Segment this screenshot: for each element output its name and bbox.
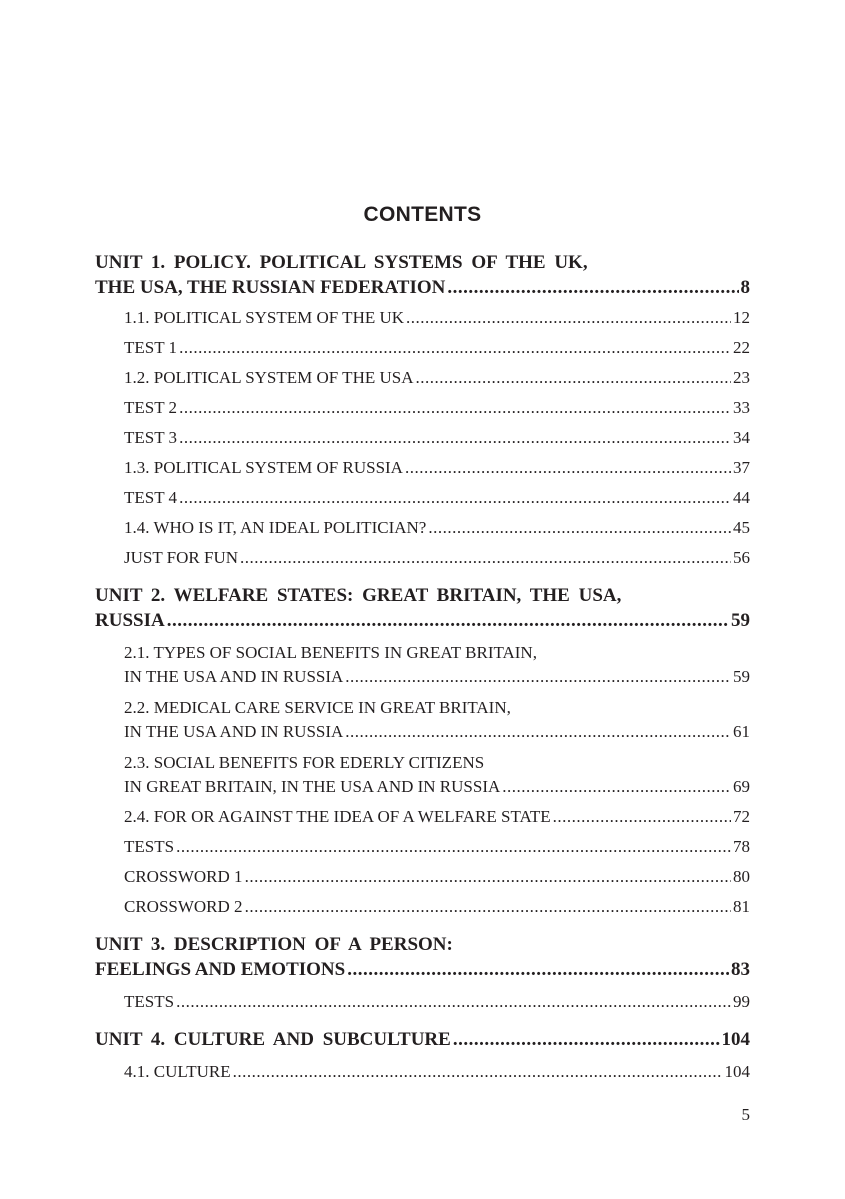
- dot-leader: [179, 426, 731, 450]
- entry-page: 81: [733, 897, 750, 916]
- entry-title-line1: 2.2. MEDICAL CARE SERVICE IN GREAT BRITAIN,: [124, 698, 511, 717]
- toc-entry[interactable]: [95, 396, 750, 420]
- table-of-contents: [95, 250, 750, 1084]
- toc-entry[interactable]: [95, 456, 750, 480]
- dot-leader: [502, 775, 731, 799]
- toc-entry[interactable]: [95, 426, 750, 450]
- dot-leader: [416, 366, 732, 390]
- entry-title: JUST FOR FUN: [124, 548, 239, 567]
- dot-leader: [233, 1060, 723, 1084]
- unit-4-title: UNIT 4. CULTURE AND SUBCULTURE: [95, 1029, 451, 1050]
- dot-leader: [405, 456, 731, 480]
- unit-2-page: 59: [731, 610, 750, 631]
- entry-page: 12: [733, 308, 750, 327]
- toc-entry[interactable]: [95, 835, 750, 859]
- dot-leader: [347, 957, 729, 982]
- entry-page: 69: [733, 777, 750, 796]
- entry-title: TEST 4: [124, 488, 178, 507]
- entry-title: 1.3. POLITICAL SYSTEM OF RUSSIA: [124, 458, 403, 477]
- entry-title: 1.4. WHO IS IT, AN IDEAL POLITICIAN?: [124, 518, 427, 537]
- entry-title: IN THE USA AND IN RUSSIA: [124, 722, 344, 741]
- entry-title: 2.4. FOR OR AGAINST THE IDEA OF A WELFARE STATE: [124, 807, 551, 826]
- dot-leader: [453, 1027, 720, 1052]
- entry-page: 99: [733, 992, 750, 1011]
- entry-title: 4.1. CULTURE: [124, 1062, 231, 1081]
- page-title: CONTENTS: [363, 203, 482, 226]
- entry-title: TEST 2: [124, 398, 178, 417]
- entry-page: 104: [724, 1062, 750, 1081]
- entry-title: TEST 1: [124, 338, 178, 357]
- unit-2-title-line1: UNIT 2. WELFARE STATES: GREAT BRITAIN, THE USA,: [95, 585, 622, 606]
- dot-leader: [179, 336, 731, 360]
- entry-page: 59: [733, 667, 750, 686]
- entry-title-line1: 2.1. TYPES OF SOCIAL BENEFITS IN GREAT BRITAIN,: [124, 643, 537, 662]
- unit-3-page: 83: [731, 959, 750, 980]
- entry-title: TESTS: [124, 837, 175, 856]
- entry-page: 44: [733, 488, 750, 507]
- toc-entry[interactable]: [95, 641, 750, 689]
- dot-leader: [179, 486, 731, 510]
- entry-page: 33: [733, 398, 750, 417]
- entry-page: 34: [733, 428, 750, 447]
- entry-page: 61: [733, 722, 750, 741]
- entry-page: 45: [733, 518, 750, 537]
- toc-entry[interactable]: [95, 1060, 750, 1084]
- entry-title: 1.1. POLITICAL SYSTEM OF THE UK: [124, 308, 405, 327]
- dot-leader: [176, 835, 731, 859]
- unit-1-title-line1: UNIT 1. POLICY. POLITICAL SYSTEMS OF THE UK,: [95, 252, 588, 273]
- entry-title: 1.2. POLITICAL SYSTEM OF THE USA: [124, 368, 414, 387]
- toc-entry[interactable]: [95, 516, 750, 540]
- entry-title-line1: 2.3. SOCIAL BENEFITS FOR EDERLY CITIZENS: [124, 753, 485, 772]
- page-number: 5: [741, 1105, 750, 1124]
- entry-title: TEST 3: [124, 428, 178, 447]
- dot-leader: [167, 608, 729, 633]
- dot-leader: [447, 275, 738, 300]
- entry-title: IN GREAT BRITAIN, IN THE USA AND IN RUSSIA: [124, 777, 501, 796]
- toc-entry[interactable]: [95, 865, 750, 889]
- dot-leader: [428, 516, 731, 540]
- entry-title: CROSSWORD 1: [124, 867, 243, 886]
- dot-leader: [345, 665, 731, 689]
- entry-page: 56: [733, 548, 750, 567]
- toc-entry[interactable]: [95, 751, 750, 799]
- toc-entry[interactable]: [95, 306, 750, 330]
- dot-leader: [406, 306, 731, 330]
- toc-entry[interactable]: [95, 696, 750, 744]
- toc-unit-4[interactable]: [95, 1027, 750, 1052]
- toc-entry[interactable]: [95, 990, 750, 1014]
- entry-page: 23: [733, 368, 750, 387]
- dot-leader: [176, 990, 731, 1014]
- unit-3-title-line2: FEELINGS AND EMOTIONS: [95, 959, 346, 980]
- toc-entry[interactable]: [95, 805, 750, 829]
- entry-page: 37: [733, 458, 750, 477]
- toc-entry[interactable]: [95, 895, 750, 919]
- dot-leader: [245, 865, 731, 889]
- toc-unit-2[interactable]: [95, 583, 750, 633]
- toc-entry[interactable]: [95, 366, 750, 390]
- unit-2-title-line2: RUSSIA: [95, 610, 165, 631]
- toc-unit-1[interactable]: [95, 250, 750, 300]
- dot-leader: [345, 720, 731, 744]
- dot-leader: [553, 805, 731, 829]
- unit-1-title-line2: THE USA, THE RUSSIAN FEDERATION: [95, 277, 446, 298]
- entry-title: TESTS: [124, 992, 175, 1011]
- toc-entry[interactable]: [95, 486, 750, 510]
- dot-leader: [245, 895, 731, 919]
- dot-leader: [240, 546, 731, 570]
- entry-page: 22: [733, 338, 750, 357]
- entry-title: IN THE USA AND IN RUSSIA: [124, 667, 344, 686]
- toc-entry[interactable]: [95, 336, 750, 360]
- dot-leader: [179, 396, 731, 420]
- entry-page: 80: [733, 867, 750, 886]
- toc-entry[interactable]: [95, 546, 750, 570]
- unit-1-page: 8: [740, 277, 750, 298]
- unit-3-title-line1: UNIT 3. DESCRIPTION OF A PERSON:: [95, 934, 453, 955]
- entry-page: 72: [733, 807, 750, 826]
- unit-4-page: 104: [721, 1029, 750, 1050]
- toc-unit-3[interactable]: [95, 932, 750, 982]
- entry-title: CROSSWORD 2: [124, 897, 243, 916]
- entry-page: 78: [733, 837, 750, 856]
